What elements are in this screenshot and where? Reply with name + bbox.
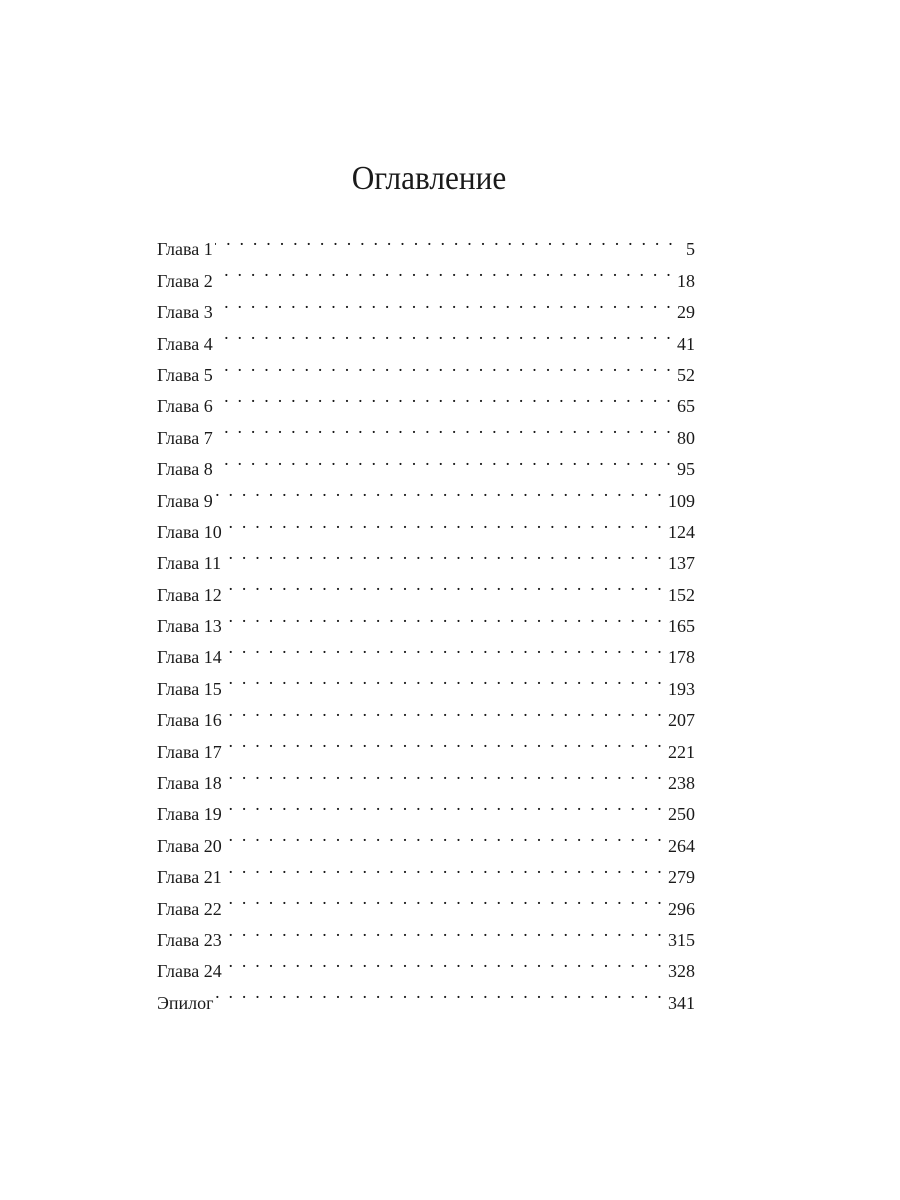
toc-entry [157,883,695,919]
dot-leader [215,412,673,443]
toc-entry-page: 264 [668,835,695,856]
dot-leader [224,852,664,883]
toc-entry-page: 250 [668,804,695,825]
toc-entry-label: Глава 3 [157,302,213,323]
toc-entry-page: 80 [677,427,695,448]
toc-entry [157,726,695,762]
toc-entry-page: 341 [668,992,695,1013]
dot-leader [224,663,664,694]
dot-leader [215,475,664,506]
toc-entry-label: Глава 5 [157,364,213,385]
toc-entry-label: Глава 24 [157,961,222,982]
toc-entry-label: Глава 20 [157,835,222,856]
toc-entry-label: Глава 11 [157,553,222,574]
dot-leader [215,381,673,412]
dot-leader [215,318,673,349]
toc-entry-page: 315 [668,929,695,950]
toc-entry [157,318,695,354]
toc-entry [157,852,695,888]
dot-leader [224,789,664,820]
toc-list [157,224,695,1013]
toc-entry [157,758,695,794]
toc-entry-label: Глава 9 [157,490,213,511]
dot-leader [215,350,673,381]
toc-entry-label: Глава 7 [157,427,213,448]
toc-entry [157,946,695,982]
dot-leader [224,569,664,600]
toc-entry-label: Глава 8 [157,459,213,480]
dot-leader [215,255,673,286]
toc-entry-label: Эпилог [157,992,214,1013]
dot-leader [215,444,673,475]
toc-entry-page: 279 [668,867,695,888]
toc-entry-label: Глава 4 [157,333,213,354]
toc-entry [157,695,695,731]
toc-entry-page: 5 [686,239,695,260]
toc-entry [157,632,695,668]
dot-leader [224,820,664,851]
toc-entry-page: 221 [668,741,695,762]
toc-entry-label: Глава 15 [157,678,222,699]
dot-leader [224,632,664,663]
dot-leader [215,224,675,255]
dot-leader [223,538,664,569]
dot-leader [224,915,664,946]
toc-entry [157,255,695,291]
dot-leader [224,883,664,914]
dot-leader [224,946,664,977]
toc-entry [157,412,695,448]
toc-entry [157,820,695,856]
toc-entry-page: 95 [677,459,695,480]
toc-entry [157,444,695,480]
toc-entry-page: 52 [677,364,695,385]
toc-title: Оглавление [351,160,507,197]
toc-entry-page: 18 [677,270,695,291]
toc-entry-label: Глава 23 [157,929,222,950]
toc-entry-page: 193 [668,678,695,699]
toc-entry-label: Глава 2 [157,270,213,291]
dot-leader [224,695,664,726]
toc-entry-label: Глава 19 [157,804,222,825]
toc-entry-page: 296 [668,898,695,919]
toc-entry [157,569,695,605]
toc-entry-page: 178 [668,647,695,668]
toc-entry-page: 207 [668,710,695,731]
toc-entry-label: Глава 22 [157,898,222,919]
toc-entry [157,475,695,511]
toc-entry [157,350,695,385]
toc-entry-label: Глава 14 [157,647,222,668]
dot-leader [224,726,664,757]
toc-entry-label: Глава 6 [157,396,213,417]
toc-entry-page: 328 [668,961,695,982]
toc-entry-page: 29 [677,302,695,323]
toc-entry [157,538,695,574]
toc-entry-label: Глава 12 [157,584,222,605]
toc-entry-label: Глава 17 [157,741,222,762]
toc-entry-label: Глава 21 [157,867,222,888]
toc-entry [157,789,695,825]
toc-entry [157,287,695,323]
toc-entry-page: 152 [668,584,695,605]
toc-entry-label: Глава 18 [157,773,222,794]
toc-entry-page: 124 [668,521,695,542]
toc-entry-label: Глава 10 [157,521,222,542]
toc-entry [157,977,695,1013]
toc-entry-label: Глава 16 [157,710,222,731]
dot-leader [216,977,664,1008]
toc-entry [157,381,695,417]
toc-entry [157,507,695,542]
toc-entry [157,915,695,950]
dot-leader [224,601,664,632]
toc-entry [157,601,695,637]
toc-entry-page: 137 [668,553,695,574]
toc-entry [157,224,695,260]
toc-entry-page: 65 [677,396,695,417]
dot-leader [224,758,664,789]
toc-entry-page: 238 [668,773,695,794]
toc-entry-page: 165 [668,616,695,637]
toc-entry [157,663,695,699]
toc-entry-page: 109 [668,490,695,511]
toc-entry-page: 41 [677,333,695,354]
dot-leader [224,507,664,538]
toc-entry-label: Глава 13 [157,616,222,637]
dot-leader [215,287,673,318]
toc-entry-label: Глава 1 [157,239,213,260]
